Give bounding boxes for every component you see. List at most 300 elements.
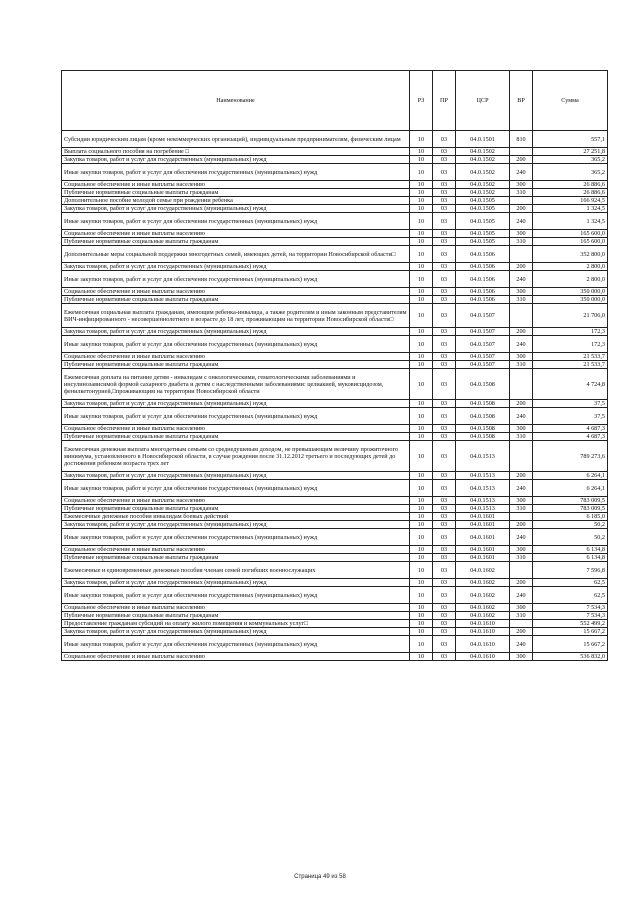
- table-row: [62, 620, 608, 628]
- cell-sum: 21 533,7: [533, 353, 608, 361]
- cell-csr: 04.0.1502: [456, 181, 510, 189]
- cell-csr: 04.0.1601: [456, 513, 510, 521]
- cell-vr: 240: [510, 271, 533, 288]
- cell-pr: 03: [433, 156, 456, 164]
- cell-rz: 10: [410, 653, 433, 661]
- cell-name: Социальное обеспечение и иные выплаты населению: [62, 288, 410, 296]
- cell-name: Закупка товаров, работ и услуг для государственных (муниципальных) нужд: [62, 521, 410, 529]
- cell-name: Социальное обеспечение и иные выплаты населению: [62, 230, 410, 238]
- cell-csr: 04.0.1507: [456, 328, 510, 336]
- cell-rz: 10: [410, 433, 433, 441]
- cell-sum: 6 134,8: [533, 554, 608, 562]
- cell-sum: 37,5: [533, 400, 608, 408]
- cell-vr: 200: [510, 628, 533, 636]
- cell-sum: 7 534,3: [533, 604, 608, 612]
- cell-csr: 04.0.1513: [456, 441, 510, 472]
- cell-pr: 03: [433, 628, 456, 636]
- cell-sum: 4 724,8: [533, 369, 608, 400]
- table-row: [62, 181, 608, 189]
- cell-pr: 03: [433, 529, 456, 546]
- cell-rz: 10: [410, 441, 433, 472]
- cell-rz: 10: [410, 562, 433, 579]
- cell-rz: 10: [410, 628, 433, 636]
- cell-name: Закупка товаров, работ и услуг для государственных (муниципальных) нужд: [62, 579, 410, 587]
- cell-csr: 04.0.1505: [456, 213, 510, 230]
- cell-rz: 10: [410, 213, 433, 230]
- cell-rz: 10: [410, 238, 433, 246]
- cell-rz: 10: [410, 408, 433, 425]
- cell-name: Социальное обеспечение и иные выплаты населению: [62, 604, 410, 612]
- cell-rz: 10: [410, 230, 433, 238]
- cell-pr: 03: [433, 653, 456, 661]
- cell-rz: 10: [410, 400, 433, 408]
- cell-vr: 310: [510, 296, 533, 304]
- table-row: [62, 361, 608, 369]
- cell-name: Социальное обеспечение и иные выплаты населению: [62, 497, 410, 505]
- cell-csr: 04.0.1505: [456, 238, 510, 246]
- cell-rz: 10: [410, 197, 433, 205]
- cell-pr: 03: [433, 296, 456, 304]
- cell-pr: 03: [433, 554, 456, 562]
- cell-vr: 200: [510, 579, 533, 587]
- cell-pr: 03: [433, 408, 456, 425]
- cell-csr: 04.0.1506: [456, 263, 510, 271]
- table-body: [62, 131, 608, 661]
- cell-name: Закупка товаров, работ и услуг для государственных (муниципальных) нужд: [62, 628, 410, 636]
- cell-rz: 10: [410, 263, 433, 271]
- cell-pr: 03: [433, 353, 456, 361]
- cell-vr: 810: [510, 131, 533, 148]
- cell-pr: 03: [433, 213, 456, 230]
- cell-vr: [510, 246, 533, 263]
- cell-csr: 04.0.1507: [456, 336, 510, 353]
- table-row: [62, 263, 608, 271]
- header-pr: ПР: [433, 71, 456, 131]
- cell-name: Закупка товаров, работ и услуг для государственных (муниципальных) нужд: [62, 263, 410, 271]
- cell-sum: 350 000,0: [533, 296, 608, 304]
- cell-sum: 2 800,0: [533, 271, 608, 288]
- table-row: [62, 288, 608, 296]
- cell-rz: 10: [410, 612, 433, 620]
- cell-pr: 03: [433, 263, 456, 271]
- cell-name: Иные закупки товаров, работ и услуг для обеспечения государственных (муниципальных) нужд: [62, 271, 410, 288]
- cell-sum: 165 600,0: [533, 230, 608, 238]
- cell-sum: 6 185,0: [533, 513, 608, 521]
- header-sum: Сумма: [533, 71, 608, 131]
- cell-sum: 6 264,1: [533, 472, 608, 480]
- cell-rz: 10: [410, 620, 433, 628]
- cell-name: Публичные нормативные социальные выплаты гражданам: [62, 189, 410, 197]
- cell-vr: 240: [510, 164, 533, 181]
- cell-csr: 04.0.1506: [456, 296, 510, 304]
- header-rz: РЗ: [410, 71, 433, 131]
- cell-csr: 04.0.1508: [456, 369, 510, 400]
- cell-name: Ежемесячная доплата на питание детям - инвалидам с онкологическими, гематологическими заболеваниями и инсулинозависимой формой сахарного диабета и детям с наследственными заболеваниями: целиакией, муковисцидозом, фенилкетонурией,□проживающим на территории Новосибирской области: [62, 369, 410, 400]
- cell-pr: 03: [433, 400, 456, 408]
- cell-name: Иные закупки товаров, работ и услуг для обеспечения государственных (муниципальных) нужд: [62, 164, 410, 181]
- cell-vr: [510, 369, 533, 400]
- table-row: [62, 546, 608, 554]
- cell-name: Закупка товаров, работ и услуг для государственных (муниципальных) нужд: [62, 205, 410, 213]
- cell-sum: 50,2: [533, 529, 608, 546]
- cell-sum: 15 667,2: [533, 628, 608, 636]
- cell-sum: 365,2: [533, 156, 608, 164]
- cell-rz: 10: [410, 271, 433, 288]
- cell-sum: 1 324,5: [533, 213, 608, 230]
- cell-pr: 03: [433, 620, 456, 628]
- cell-sum: 352 800,0: [533, 246, 608, 263]
- cell-sum: 50,2: [533, 521, 608, 529]
- cell-rz: 10: [410, 521, 433, 529]
- cell-pr: 03: [433, 425, 456, 433]
- table-row: [62, 604, 608, 612]
- table-row: [62, 521, 608, 529]
- cell-vr: 300: [510, 353, 533, 361]
- cell-vr: 310: [510, 238, 533, 246]
- cell-name: Публичные нормативные социальные выплаты гражданам: [62, 433, 410, 441]
- cell-name: Предоставление гражданам субсидий на оплату жилого помещения и коммунальных услуг□: [62, 620, 410, 628]
- cell-pr: 03: [433, 562, 456, 579]
- cell-vr: 300: [510, 497, 533, 505]
- table-row: [62, 336, 608, 353]
- table-row: [62, 505, 608, 513]
- cell-csr: 04.0.1601: [456, 546, 510, 554]
- cell-pr: 03: [433, 579, 456, 587]
- cell-name: Ежемесячная социальная выплата гражданам, имеющим ребенка-инвалида, а также родителям и иным законным представителям ВИЧ-инфицированного - несовершеннолетнего в возрасте до 18 лет, проживающим на территории Новосибирской области□: [62, 304, 410, 328]
- table-row: [62, 296, 608, 304]
- table-row: [62, 513, 608, 521]
- cell-name: Субсидии юридическим лицам (кроме некоммерческих организаций), индивидуальным предпринимателям, физическим лицам: [62, 131, 410, 148]
- cell-rz: 10: [410, 361, 433, 369]
- cell-name: Дополнительные меры социальной поддержки многодетных семей, имеющих детей, на территории Новосибирской области□: [62, 246, 410, 263]
- cell-name: Иные закупки товаров, работ и услуг для обеспечения государственных (муниципальных) нужд: [62, 529, 410, 546]
- cell-vr: 200: [510, 205, 533, 213]
- table-row: [62, 148, 608, 156]
- cell-csr: 04.0.1602: [456, 604, 510, 612]
- cell-pr: 03: [433, 131, 456, 148]
- cell-sum: 15 667,2: [533, 636, 608, 653]
- header-csr: ЦСР: [456, 71, 510, 131]
- cell-rz: 10: [410, 529, 433, 546]
- cell-vr: 300: [510, 181, 533, 189]
- cell-pr: 03: [433, 205, 456, 213]
- cell-vr: 300: [510, 288, 533, 296]
- cell-vr: 240: [510, 408, 533, 425]
- cell-name: Закупка товаров, работ и услуг для государственных (муниципальных) нужд: [62, 156, 410, 164]
- cell-csr: 04.0.1508: [456, 400, 510, 408]
- cell-rz: 10: [410, 156, 433, 164]
- cell-rz: 10: [410, 189, 433, 197]
- table-row: [62, 441, 608, 472]
- cell-pr: 03: [433, 604, 456, 612]
- table-row: [62, 480, 608, 497]
- table-row: [62, 425, 608, 433]
- cell-vr: 300: [510, 653, 533, 661]
- cell-name: Публичные нормативные социальные выплаты гражданам: [62, 505, 410, 513]
- cell-pr: 03: [433, 230, 456, 238]
- cell-sum: 165 600,0: [533, 238, 608, 246]
- cell-vr: 240: [510, 636, 533, 653]
- cell-vr: 200: [510, 472, 533, 480]
- cell-sum: 62,5: [533, 579, 608, 587]
- cell-csr: 04.0.1502: [456, 164, 510, 181]
- cell-rz: 10: [410, 505, 433, 513]
- cell-vr: [510, 513, 533, 521]
- cell-pr: 03: [433, 197, 456, 205]
- cell-sum: 7 596,8: [533, 562, 608, 579]
- cell-vr: 310: [510, 612, 533, 620]
- cell-pr: 03: [433, 546, 456, 554]
- cell-csr: 04.0.1601: [456, 554, 510, 562]
- cell-vr: 200: [510, 328, 533, 336]
- cell-pr: 03: [433, 612, 456, 620]
- table-row: [62, 472, 608, 480]
- cell-csr: 04.0.1602: [456, 579, 510, 587]
- table-row: [62, 369, 608, 400]
- cell-name: Выплата социального пособия на погребение □: [62, 148, 410, 156]
- cell-rz: 10: [410, 497, 433, 505]
- cell-sum: 4 687,3: [533, 425, 608, 433]
- cell-name: Ежемесячная денежная выплата многодетным семьям со среднедушевым доходом, не превышающим величину прожиточного минимума, установленного в Новосибирской области, в случае рождения после 31.12.2012 третьего и последующих детей до достижения ребенком возраста трех лет: [62, 441, 410, 472]
- cell-pr: 03: [433, 189, 456, 197]
- header-name: Наименование: [62, 71, 410, 131]
- table-row: [62, 628, 608, 636]
- cell-pr: 03: [433, 587, 456, 604]
- cell-pr: 03: [433, 336, 456, 353]
- cell-csr: 04.0.1502: [456, 156, 510, 164]
- cell-vr: 240: [510, 213, 533, 230]
- table-row: [62, 246, 608, 263]
- cell-vr: 200: [510, 521, 533, 529]
- cell-rz: 10: [410, 336, 433, 353]
- cell-vr: [510, 620, 533, 628]
- cell-vr: 300: [510, 425, 533, 433]
- cell-name: Социальное обеспечение и иные выплаты населению: [62, 425, 410, 433]
- cell-pr: 03: [433, 433, 456, 441]
- cell-sum: 783 009,5: [533, 497, 608, 505]
- cell-pr: 03: [433, 636, 456, 653]
- cell-pr: 03: [433, 497, 456, 505]
- cell-csr: 04.0.1506: [456, 288, 510, 296]
- table-header-row: [62, 71, 608, 131]
- cell-pr: 03: [433, 238, 456, 246]
- cell-csr: 04.0.1505: [456, 205, 510, 213]
- cell-rz: 10: [410, 369, 433, 400]
- table-row: [62, 408, 608, 425]
- table-row: [62, 197, 608, 205]
- cell-csr: 04.0.1507: [456, 361, 510, 369]
- cell-rz: 10: [410, 554, 433, 562]
- cell-pr: 03: [433, 271, 456, 288]
- cell-csr: 04.0.1508: [456, 408, 510, 425]
- cell-vr: 310: [510, 505, 533, 513]
- cell-vr: 310: [510, 554, 533, 562]
- cell-name: Публичные нормативные социальные выплаты гражданам: [62, 361, 410, 369]
- cell-csr: 04.0.1508: [456, 433, 510, 441]
- cell-csr: 04.0.1502: [456, 189, 510, 197]
- table-row: [62, 213, 608, 230]
- cell-pr: 03: [433, 472, 456, 480]
- table-row: [62, 328, 608, 336]
- cell-csr: 04.0.1505: [456, 230, 510, 238]
- cell-vr: 240: [510, 480, 533, 497]
- cell-sum: 536 832,0: [533, 653, 608, 661]
- cell-pr: 03: [433, 328, 456, 336]
- cell-pr: 03: [433, 288, 456, 296]
- cell-csr: 04.0.1610: [456, 620, 510, 628]
- header-vr: ВР: [510, 71, 533, 131]
- cell-name: Социальное обеспечение и иные выплаты населению: [62, 181, 410, 189]
- cell-name: Ежемесячные денежные пособия инвалидам боевых действий: [62, 513, 410, 521]
- cell-rz: 10: [410, 296, 433, 304]
- table-row: [62, 205, 608, 213]
- cell-rz: 10: [410, 579, 433, 587]
- cell-rz: 10: [410, 513, 433, 521]
- cell-sum: 166 924,5: [533, 197, 608, 205]
- cell-vr: 300: [510, 604, 533, 612]
- table-row: [62, 353, 608, 361]
- cell-pr: 03: [433, 513, 456, 521]
- table-row: [62, 497, 608, 505]
- cell-vr: [510, 441, 533, 472]
- cell-rz: 10: [410, 246, 433, 263]
- cell-csr: 04.0.1513: [456, 505, 510, 513]
- cell-vr: 200: [510, 400, 533, 408]
- cell-pr: 03: [433, 361, 456, 369]
- cell-csr: 04.0.1501: [456, 131, 510, 148]
- cell-pr: 03: [433, 480, 456, 497]
- cell-csr: 04.0.1505: [456, 197, 510, 205]
- budget-table: [61, 70, 608, 661]
- cell-vr: 240: [510, 587, 533, 604]
- cell-pr: 03: [433, 441, 456, 472]
- cell-pr: 03: [433, 181, 456, 189]
- cell-sum: 365,2: [533, 164, 608, 181]
- cell-rz: 10: [410, 328, 433, 336]
- cell-rz: 10: [410, 604, 433, 612]
- cell-sum: 26 886,6: [533, 189, 608, 197]
- cell-vr: 200: [510, 156, 533, 164]
- cell-pr: 03: [433, 369, 456, 400]
- cell-sum: 7 534,3: [533, 612, 608, 620]
- cell-vr: [510, 304, 533, 328]
- cell-name: Публичные нормативные социальные выплаты гражданам: [62, 296, 410, 304]
- cell-csr: 04.0.1502: [456, 148, 510, 156]
- cell-pr: 03: [433, 505, 456, 513]
- cell-csr: 04.0.1602: [456, 562, 510, 579]
- cell-csr: 04.0.1506: [456, 271, 510, 288]
- table-row: [62, 156, 608, 164]
- cell-sum: 21 706,0: [533, 304, 608, 328]
- cell-rz: 10: [410, 353, 433, 361]
- cell-csr: 04.0.1601: [456, 529, 510, 546]
- cell-rz: 10: [410, 472, 433, 480]
- cell-rz: 10: [410, 546, 433, 554]
- cell-sum: 1 324,5: [533, 205, 608, 213]
- table-row: [62, 131, 608, 148]
- cell-sum: 172,3: [533, 336, 608, 353]
- cell-pr: 03: [433, 148, 456, 156]
- cell-sum: 552 499,2: [533, 620, 608, 628]
- cell-pr: 03: [433, 246, 456, 263]
- table-row: [62, 529, 608, 546]
- cell-name: Иные закупки товаров, работ и услуг для обеспечения государственных (муниципальных) нужд: [62, 213, 410, 230]
- cell-csr: 04.0.1610: [456, 653, 510, 661]
- cell-name: Закупка товаров, работ и услуг для государственных (муниципальных) нужд: [62, 328, 410, 336]
- cell-csr: 04.0.1506: [456, 246, 510, 263]
- cell-vr: 310: [510, 433, 533, 441]
- cell-csr: 04.0.1602: [456, 587, 510, 604]
- table-row: [62, 164, 608, 181]
- cell-sum: 62,5: [533, 587, 608, 604]
- cell-csr: 04.0.1601: [456, 521, 510, 529]
- cell-vr: [510, 197, 533, 205]
- table-row: [62, 653, 608, 661]
- cell-sum: 6 264,1: [533, 480, 608, 497]
- table-row: [62, 579, 608, 587]
- cell-sum: 4 687,3: [533, 433, 608, 441]
- cell-name: Публичные нормативные социальные выплаты гражданам: [62, 554, 410, 562]
- cell-vr: 310: [510, 189, 533, 197]
- cell-csr: 04.0.1507: [456, 353, 510, 361]
- cell-vr: [510, 562, 533, 579]
- cell-sum: 789 273,6: [533, 441, 608, 472]
- cell-vr: 300: [510, 230, 533, 238]
- cell-csr: 04.0.1513: [456, 497, 510, 505]
- cell-csr: 04.0.1610: [456, 628, 510, 636]
- page-number: Страница 49 из 58: [294, 874, 346, 880]
- table-row: [62, 189, 608, 197]
- cell-rz: 10: [410, 181, 433, 189]
- cell-sum: 26 886,6: [533, 181, 608, 189]
- cell-rz: 10: [410, 148, 433, 156]
- cell-vr: [510, 148, 533, 156]
- cell-rz: 10: [410, 205, 433, 213]
- cell-sum: 2 800,0: [533, 263, 608, 271]
- cell-name: Дополнительное пособие молодой семье при рождении ребенка: [62, 197, 410, 205]
- cell-rz: 10: [410, 636, 433, 653]
- cell-name: Закупка товаров, работ и услуг для государственных (муниципальных) нужд: [62, 472, 410, 480]
- cell-name: Публичные нормативные социальные выплаты гражданам: [62, 612, 410, 620]
- cell-csr: 04.0.1513: [456, 480, 510, 497]
- table-row: [62, 554, 608, 562]
- cell-sum: 172,3: [533, 328, 608, 336]
- cell-rz: 10: [410, 131, 433, 148]
- table-row: [62, 636, 608, 653]
- cell-vr: 200: [510, 263, 533, 271]
- cell-sum: 6 134,8: [533, 546, 608, 554]
- cell-name: Публичные нормативные социальные выплаты гражданам: [62, 238, 410, 246]
- table-row: [62, 400, 608, 408]
- cell-rz: 10: [410, 288, 433, 296]
- cell-name: Социальное обеспечение и иные выплаты населению: [62, 353, 410, 361]
- table-row: [62, 271, 608, 288]
- cell-name: Социальное обеспечение и иные выплаты населению: [62, 653, 410, 661]
- cell-sum: 27 251,8: [533, 148, 608, 156]
- table-row: [62, 587, 608, 604]
- cell-pr: 03: [433, 521, 456, 529]
- cell-rz: 10: [410, 587, 433, 604]
- cell-name: Иные закупки товаров, работ и услуг для обеспечения государственных (муниципальных) нужд: [62, 408, 410, 425]
- table-row: [62, 230, 608, 238]
- cell-csr: 04.0.1610: [456, 636, 510, 653]
- table-row: [62, 238, 608, 246]
- cell-sum: 21 533,7: [533, 361, 608, 369]
- cell-vr: 240: [510, 529, 533, 546]
- cell-name: Иные закупки товаров, работ и услуг для обеспечения государственных (муниципальных) нужд: [62, 587, 410, 604]
- cell-sum: 557,1: [533, 131, 608, 148]
- cell-pr: 03: [433, 164, 456, 181]
